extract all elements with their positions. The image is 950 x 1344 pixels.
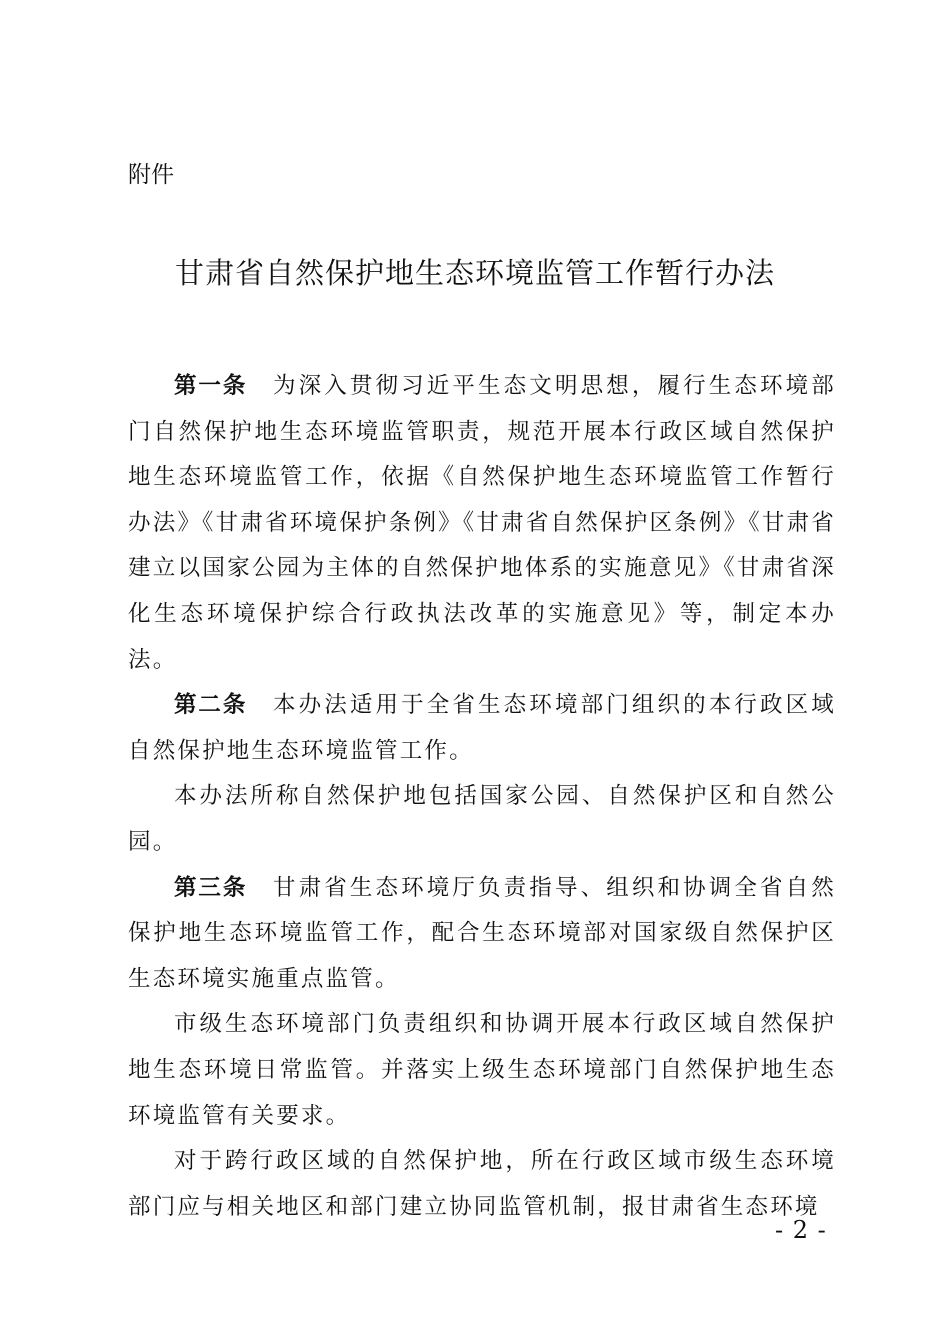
article-2-paragraph [128,683,836,774]
document-title: 甘肃省自然保护地生态环境监管工作暂行办法 [174,256,775,290]
attachment-label: 附件 [128,162,174,188]
article-2-scope-paragraph [128,774,836,865]
article-3-cross-region-paragraph [128,1139,836,1230]
document-body [128,364,836,1230]
article-text: 市级生态环境部门负责组织和协调开展本行政区域自然保护地生态环境日常监管。并落实上级生态环境部门自然保护地生态环境监管有关要求。 [128,1011,836,1129]
article-label: 第二条 [174,692,248,719]
article-text: 本办法所称自然保护地包括国家公园、自然保护区和自然公园。 [128,783,836,855]
article-text: 对于跨行政区域的自然保护地，所在行政区域市级生态环境部门应与相关地区和部门建立协同监管机制，报甘肃省生态环境 [128,1148,836,1220]
article-label: 第一条 [174,373,248,399]
article-3-city-paragraph [128,1002,836,1139]
article-text: 甘肃省生态环境厅负责指导、组织和协调全省自然保护地生态环境监管工作，配合生态环境部对国家级自然保护区生态环境实施重点监管。 [128,874,836,992]
page-number: - 2 - [775,1216,827,1244]
article-text: 为深入贯彻习近平生态文明思想，履行生态环境部门自然保护地生态环境监管职责，规范开展本行政区域自然保护地生态环境监管工作，依据《自然保护地生态环境监管工作暂行办法》《甘肃省环境保护条例》《甘肃省自然保护区条例》《甘肃省建立以国家公园为主体的自然保护地体系的实施意见》《甘肃省深化生态环境保护综合行政执法改革的实施意见》等，制定本办法。 [128,373,836,673]
article-1-paragraph [128,364,836,683]
article-3-paragraph [128,866,836,1003]
article-label: 第三条 [174,874,248,901]
article-text: 本办法适用于全省生态环境部门组织的本行政区域自然保护地生态环境监管工作。 [128,692,836,764]
